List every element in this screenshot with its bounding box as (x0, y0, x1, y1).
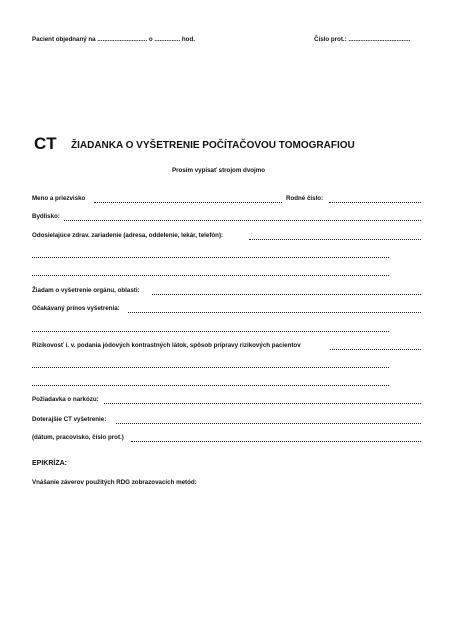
epicrisis-heading: EPIKRÍZA: (32, 460, 67, 467)
expected-benefit-label: Očakávaný prínos vyšetrenia: (32, 305, 120, 312)
birth-number-label: Rodné číslo: (286, 195, 324, 202)
previous-ct-field[interactable] (116, 423, 421, 424)
referring-facility-label: Odosielajúce zdrav. zariadenie (adresa, oddelenie, lekár, telefón): (32, 232, 224, 239)
contrast-risk-field[interactable] (330, 349, 421, 350)
rdg-conclusions-label: Vnášanie záverov použitých RDG zobrazovacích metód: (32, 479, 197, 486)
name-label: Meno a priezvisko (32, 195, 86, 202)
referring-facility-line-2[interactable] (32, 257, 389, 258)
name-field[interactable] (94, 202, 282, 203)
expected-benefit-line-2[interactable] (32, 331, 389, 332)
contrast-risk-label: Rizikovosť i. v. podania jódových kontrastných látok, spôsob prípravy rizikových pacientov (32, 342, 301, 349)
expected-benefit-field[interactable] (128, 312, 421, 313)
residence-label: Bydlisko: (32, 213, 60, 220)
previous-ct-label: Doterajšie CT vyšetrenie: (32, 416, 107, 423)
referring-facility-field[interactable] (249, 239, 421, 240)
residence-field[interactable] (64, 220, 421, 221)
contrast-risk-line-3[interactable] (32, 385, 389, 386)
requested-organ-label: Žiadam o vyšetrenie orgánu, oblasti: (32, 287, 140, 294)
patient-ordered-label: Pacient objednaný na ............................. o ............... hod. (32, 36, 195, 43)
anesthesia-request-label: Požiadavka o narkózu: (32, 396, 99, 403)
requested-organ-field[interactable] (152, 294, 421, 295)
date-workplace-field[interactable] (131, 441, 421, 442)
page-title: ŽIADANKA O VYŠETRENIE POČÍTAČOVOU TOMOGRAFIOU (71, 140, 355, 151)
date-workplace-label: (dátum, pracovisko, číslo prot.) (32, 434, 124, 441)
ct-heading: CT (34, 134, 57, 153)
protocol-number-label: Číslo prot.: .................................... (314, 36, 411, 43)
contrast-risk-line-2[interactable] (32, 367, 389, 368)
typing-note: Prosím vypísať strojom dvojmo (172, 167, 266, 174)
birth-number-field[interactable] (329, 202, 421, 203)
referring-facility-line-3[interactable] (32, 275, 389, 276)
anesthesia-request-field[interactable] (104, 403, 421, 404)
